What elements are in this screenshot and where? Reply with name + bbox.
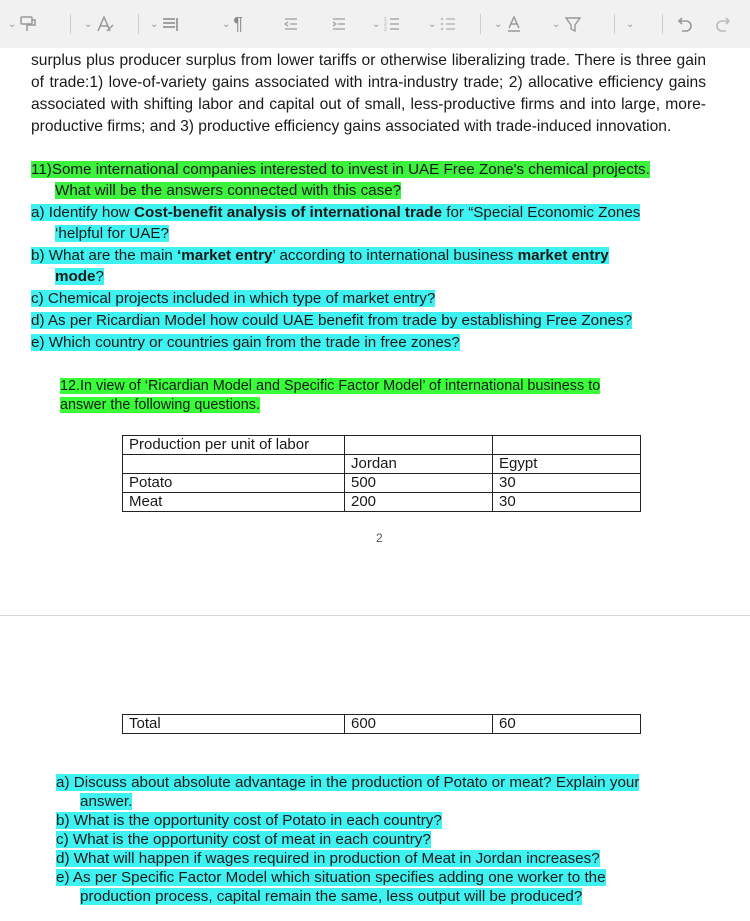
cell-egypt: 30 — [493, 474, 641, 493]
redo-icon — [714, 15, 732, 33]
redo-button[interactable] — [714, 14, 732, 34]
pilcrow-dropdown[interactable] — [222, 14, 243, 34]
question-12d: d) What will happen if wages required in production of Meat in Jordan increases? — [56, 850, 600, 867]
cell-egypt: 30 — [493, 493, 641, 512]
question-12a-line2: answer. — [80, 793, 133, 810]
table-header-row — [123, 436, 641, 455]
chevron-down-icon: ⌄ — [552, 18, 561, 30]
question-11b-line1: b) What are the main ‘market entry’ according to international business market entry — [31, 247, 609, 264]
question-12-line1: 12.In view of ‘Ricardian Model and Specific Factor Model’ of international business to — [60, 378, 601, 394]
numbered-list-dropdown[interactable] — [372, 14, 401, 34]
numbered-list-icon — [383, 15, 401, 33]
column-header-jordan: Jordan — [345, 455, 493, 474]
body-paragraph: surplus plus producer surplus from lower tariffs or otherwise liberalizing trade. There is three gain of trade:1) love-of-variety gains associated with intra-industry trade; 2) allocative efficiency gains associated with shifting labor and capital out of small, less-productive firms and into large, more-productive firms; and 3) productive efficiency gains associated with trade-induced innovation. — [31, 52, 706, 135]
undo-button[interactable] — [676, 14, 694, 34]
more-dropdown[interactable] — [626, 14, 637, 34]
document-page-2 — [0, 616, 750, 921]
table-row — [123, 455, 641, 474]
indent-decrease-icon — [282, 15, 300, 33]
question-12b: b) What is the opportunity cost of Potato in each country? — [56, 812, 442, 829]
question-11a-line2: ‘helpful for UAE? — [55, 225, 169, 242]
svg-text:1: 1 — [384, 17, 388, 23]
table-row — [123, 715, 641, 734]
font-color-dropdown[interactable] — [494, 14, 523, 34]
chevron-down-icon: ⌄ — [222, 18, 231, 30]
highlight-dropdown[interactable] — [552, 14, 583, 34]
highlight-icon — [563, 15, 583, 33]
font-color-icon — [505, 15, 523, 33]
question-11a-line1: a) Identify how Cost-benefit analysis of international trade for “Special Economic Zones — [31, 204, 641, 221]
question-12e-line2: production process, capital remain the same, less output will be produced? — [80, 888, 583, 905]
table-row — [123, 493, 641, 512]
svg-text:3: 3 — [384, 27, 388, 33]
chevron-down-icon: ⌄ — [428, 18, 437, 30]
indent-increase-button[interactable] — [330, 14, 348, 34]
bulleted-list-dropdown[interactable] — [428, 14, 457, 34]
svg-text:2: 2 — [384, 22, 388, 28]
question-11-line2: What will be the answers connected with this case? — [55, 182, 402, 199]
cell-egypt: 60 — [493, 715, 641, 734]
question-12a-line1: a) Discuss about absolute advantage in the production of Potato or meat? Explain your — [56, 774, 640, 791]
chevron-down-icon: ⌄ — [8, 18, 17, 30]
text-style-dropdown[interactable] — [84, 14, 115, 34]
cell-jordan: 600 — [345, 715, 493, 734]
question-11d: d) As per Ricardian Model how could UAE benefit from trade by establishing Free Zones? — [31, 312, 633, 329]
column-header-egypt: Egypt — [493, 455, 641, 474]
question-12e-line1: e) As per Specific Factor Model which situation specifies adding one worker to the — [56, 869, 606, 886]
paragraph-align-icon — [161, 15, 181, 33]
text-style-icon — [95, 15, 115, 33]
page-number: 2 — [376, 531, 383, 545]
format-painter-icon — [19, 15, 37, 33]
cell-jordan: 200 — [345, 493, 493, 512]
production-table — [122, 435, 641, 512]
undo-icon — [676, 15, 694, 33]
question-11-line1: 11)Some international companies interested to invest in UAE Free Zone's chemical projects. — [31, 161, 650, 178]
row-label: Meat — [123, 493, 345, 512]
chevron-down-icon: ⌄ — [150, 18, 159, 30]
row-label: Total — [123, 715, 345, 734]
chevron-down-icon: ⌄ — [84, 18, 93, 30]
row-label: Potato — [123, 474, 345, 493]
bulleted-list-icon — [439, 15, 457, 33]
question-11b-line2: mode? — [55, 268, 104, 285]
format-painter-dropdown[interactable] — [8, 14, 37, 34]
paragraph-align-dropdown[interactable] — [150, 14, 181, 34]
chevron-down-icon: ⌄ — [372, 18, 381, 30]
chevron-down-icon: ⌄ — [494, 18, 503, 30]
chevron-down-icon: ⌄ — [626, 18, 635, 30]
indent-decrease-button[interactable] — [282, 14, 300, 34]
question-12c: c) What is the opportunity cost of meat in each country? — [56, 831, 431, 848]
indent-increase-icon — [330, 15, 348, 33]
question-12-line2: answer the following questions. — [60, 397, 260, 413]
cell-jordan: 500 — [345, 474, 493, 493]
table-row — [123, 474, 641, 493]
question-11c: c) Chemical projects included in which type of market entry? — [31, 290, 436, 307]
formatting-toolbar — [0, 0, 750, 49]
total-table — [122, 714, 641, 734]
document-page-1 — [0, 48, 750, 615]
question-11e: e) Which country or countries gain from the trade in free zones? — [31, 334, 460, 351]
table-header-label: Production per unit of labor — [123, 436, 345, 455]
pilcrow-icon: ¶ — [233, 13, 244, 34]
